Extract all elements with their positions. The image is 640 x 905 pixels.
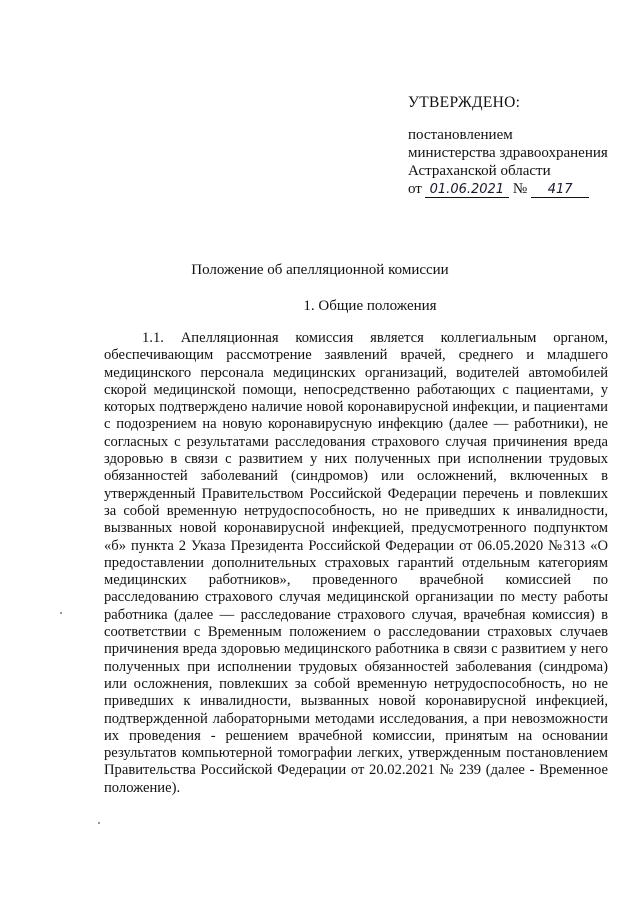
scan-speck [98, 822, 100, 824]
handwritten-number: 417 [531, 183, 589, 198]
approval-line-1: постановлением [408, 127, 513, 143]
date-prefix: от [408, 181, 422, 197]
section-title: 1. Общие положения [303, 298, 437, 314]
approval-line-3: Астраханской области [408, 163, 551, 179]
approval-block [408, 94, 633, 198]
paragraph-1-1: 1.1. Апелляционная комиссия является коллегиальным органом, обеспечивающим рассмотрение заявлений врачей, среднего и младшего медицинского персонала медицинских организаций, водителей автомобилей скорой медицинской помощи, непосредственно работающих с пациентами, у которых подтверждено наличие новой коронавирусной инфекции, и пациентами с подозрением на новую коронавирусную инфекцию (далее — работники), не согласных с результатами расследования страхового случая причинения вреда здоровью в связи с развитием у них полученных при исполнении трудовых обязанностей заболеваний (синдромов) или осложнений, включенных в утвержденный Правительством Российской Федерации перечень и повлекших за собой временную нетрудоспособность, но не приведших к инвалидности, вызванных новой коронавирусной инфекцией, предусмотренного подпунктом «б» пункта 2 Указа Президента Российской Федерации от 06.05.2020 №313 «О предоставлении дополнительных страховых гарантий отдельным категориям медицинских работников», проведенного врачебной комиссией по расследованию страхового случая медицинской организации по месту работы работника (далее — расследование страхового случая, врачебная комиссия) в соответствии с Временным положением о расследовании страховых случаев причинения вреда здоровью медицинского работника в связи с развитием у него полученных при исполнении трудовых обязанностей заболевания (синдрома) или осложнения, повлекших за собой временную нетрудоспособность, но не приведших к инвалидности, вызванных новой коронавирусной инфекцией, подтвержденной лабораторными методами исследования, а при невозможности их проведения - решением врачебной комиссии, принятым на основании результатов компьютерной томографии легких, утвержденным постановлением Правительства Российской Федерации от 20.02.2021 № 239 (далее - Временное положение). [104, 330, 608, 796]
approval-line-2: министерства здравоохранения [408, 145, 608, 161]
approved-heading: УТВЕРЖДЕНО: [408, 94, 521, 111]
handwritten-date: 01.06.2021 [425, 183, 509, 198]
approval-date-line [408, 180, 633, 198]
number-sign: № [512, 181, 528, 197]
scan-speck [60, 612, 62, 614]
document-title: Положение об апелляционной комиссии [191, 262, 449, 278]
